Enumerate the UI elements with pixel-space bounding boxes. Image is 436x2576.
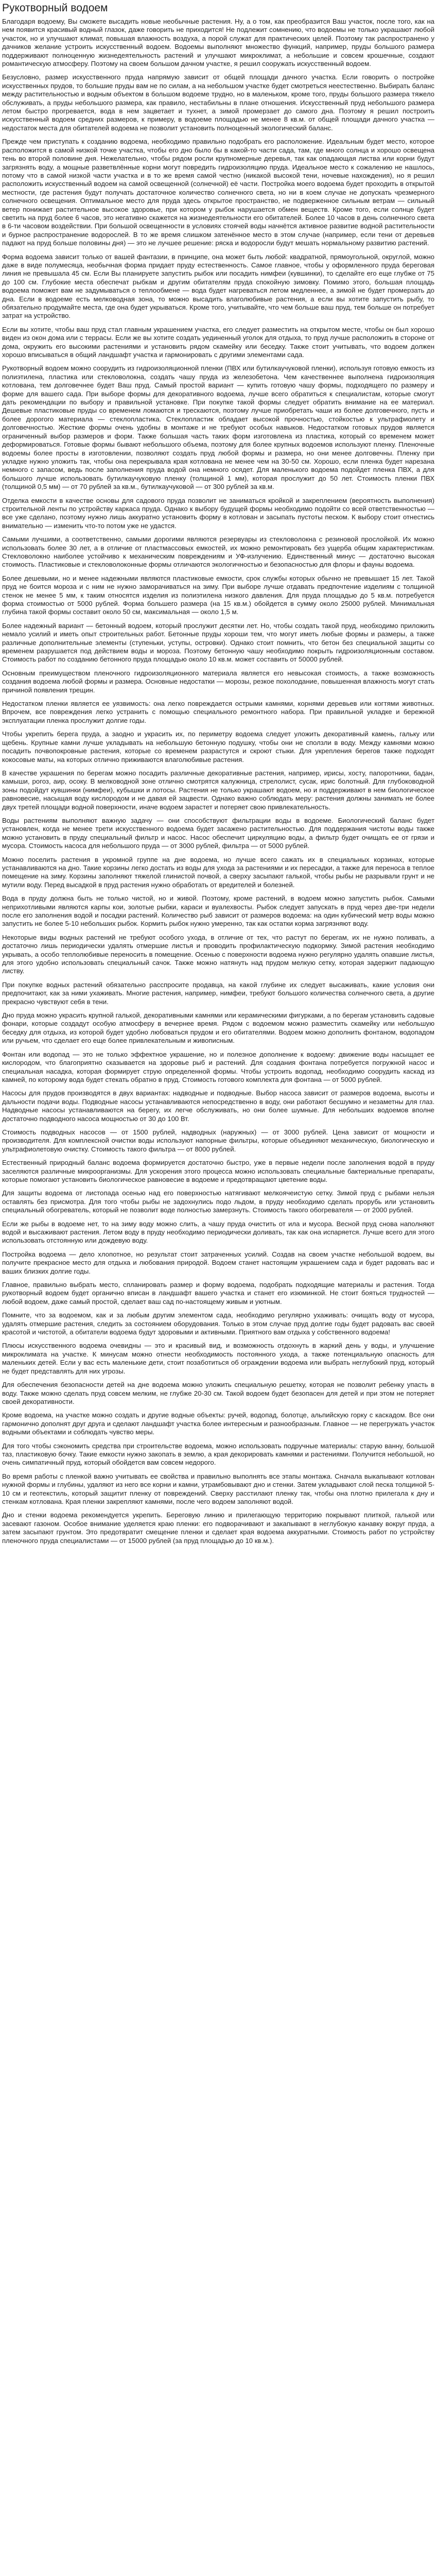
article-paragraph: Для обеспечения безопасности детей на дне водоема можно уложить специальную решетку, которая не позволит ребенку упасть в воду. Также можно сделать пруд совсем мелким, не глубже 20-30 см. Такой водоем будет безопасен для детей и при этом не потеряет своей декоративности. [2,1381,434,1405]
article-paragraph: Благодаря водоему, Вы сможете высадить новые необычные растения. Ну, а о том, как преобразится Ваш участок, после того, как на нем появится красивый водный глазок, даже говорить не приходится! Не подлежит сомнению, что водоемы не только украшают любой участок, но и улучшают климат, повышая влажность воздуха, а порой служат для практических целей. Поэтому так распространено у дачников желание устроить искусственный водоем. Водоемы выполняют множество функций, например, пруды большого размера поддерживают полноценную жизнедеятельность растений и улучшают микроклимат, а небольшие и совсем крошечные, создают романтическую атмосферу. Поэтому на своем большом дачном участке, я решил сооружать искусственный водоем. [2,18,434,68]
article-paragraph: Самыми лучшими, а соответственно, самыми дорогими являются резервуары из стекловолокна с резиновой прослойкой. Их можно использовать более 30 лет, а в отличие от пластмассовых емкостей, их можно ремонтировать без ущерба общим характеристикам. Стекловолокно наиболее устойчиво к механическим повреждениям и УФ-излучению. Единственный минус — достаточно высокая стоимость. Пластиковые и стекловолоконные формы отличаются экологичностью и безопасностью для флоры и фауны водоема. [2,535,434,569]
article-paragraph: Если вы хотите, чтобы ваш пруд стал главным украшением участка, его следует разместить на открытом месте, чтобы он был хорошо виден из окон дома или с террасы. Если же вы хотите создать уединенный уголок для отдыха, то пруд лучше расположить в стороне от дома, окружить его высокими растениями и установить рядом скамейку или беседку. Также стоит учитывать, что водоем должен хорошо вписываться в общий ландшафт участка и гармонировать с другими элементами сада. [2,325,434,359]
article-paragraph: Плюсы искусственного водоема очевидны — это и красивый вид, и возможность отдохнуть в жаркий день у воды, и улучшение микроклимата на участке. К минусам можно отнести необходимость постоянного ухода, а также потенциальную опасность для маленьких детей. Если у вас есть маленькие дети, стоит позаботиться об ограждении водоема или выбрать неглубокий пруд, который не будет представлять для них угрозы. [2,1342,434,1375]
article-paragraph: Воды растениям выполняют важную задачу — они способствуют фильтрации воды в водоеме. Биологический баланс будет установлен, когда не менее трети искусственного водоема будет засажено растительностью. Для поддержания чистоты воды также можно установить в пруду специальный фильтр и насос. Насос обеспечит циркуляцию воды, а фильтр будет очищать ее от грязи и мусора. Стоимость насоса для небольшого пруда — от 3000 рублей, фильтра — от 5000 рублей. [2,816,434,850]
article-paragraph: Рукотворный водоем можно соорудить из гидроизоляционной пленки (ПВХ или бутилкаучуковой пленки), используя готовую емкость из полиэтилена, пластика или стекловолокна, создать чашу пруда из железобетона. Чем качественнее выполнена гидроизоляция котлована, тем долговечнее будет Ваш пруд. Самый простой вариант — купить готовую чашу формы, подходящего по размеру и форме для вашего сада. При выборе формы для декоративного водоема, лучше всего обратиться к специалистам, которые смогут дать рекомендации по выбору и правильной установке. При покупке такой формы следует обратить внимание на ее материал. Дешевые пластиковые пруды со временем ломаются и трескаются, поэтому лучше приобретать чаши из более долговечного, пусть и более дорогого материала — стеклопластика. Стеклопластик обладает высокой прочностью, стойкостью к ультрафиолету и долговечностью. Жесткие формы очень удобны в монтаже и не требуют особых навыков. Недостатком готовых прудов является ограниченный выбор размеров и форм. Также большая часть таких форм изготовлена из пластика, который со временем может деформироваться. Готовые формы бывают небольшого объема, поэтому для более крупных водоемов используют пленку. Пленочные водоемы более просты в изготовлении, позволяют создать пруд любой формы и размера, но они менее долговечны. Пленку при укладке нужно уложить так, чтобы она перекрывала края котлована не менее чем на 30-50 см. Хорошо, если пленка будет нарезана немного с запасом, ведь после заполнения пруда водой она немного осядет. Для маленького водоема подойдет пленка ПВХ, а для большого лучше использовать бутилкаучуковую пленку (толщиной 1 мм), которая прослужит до 50 лет. Стоимость пленки ПВХ (толщиной 0,5 мм) — от 70 рублей за кв.м., бутилкаучуковой — от 300 рублей за кв.м. [2,364,434,491]
article-paragraph: Стоимость подводных насосов — от 1500 рублей, надводных (наружных) — от 3000 рублей. Цена зависит от мощности и производителя. Для комплексной очистки воды используют напорные фильтры, которые объединяют механическую, биологическую и ультрафиолетовую очистку. Стоимость такого фильтра — от 8000 рублей. [2,1128,434,1153]
article-paragraph: Фонтан или водопад — это не только эффектное украшение, но и полезное дополнение к водоему: движение воды насыщает ее кислородом, что благоприятно сказывается на здоровье рыб и растений. Для создания фонтана потребуется погружной насос и специальная насадка, которая формирует струю определенной формы. Чтобы устроить водопад, необходимо соорудить каскад из камней, по которому вода будет стекать обратно в пруд. Стоимость готового комплекта для фонтана — от 5000 рублей. [2,1050,434,1083]
article-paragraph: Если же рыбы в водоеме нет, то на зиму воду можно слить, а чашу пруда очистить от ила и мусора. Весной пруд снова наполняют водой и высаживают растения. Летом воду в пруду необходимо периодически доливать, так как она испаряется. Лучше всего для этого использовать отстоянную или дождевую воду. [2,1219,434,1245]
article-paragraph: Постройка водоема — дело хлопотное, но результат стоит затраченных усилий. Создав на своем участке небольшой водоем, вы получите прекрасное место для отдыха и любования природой. Водоем станет настоящим украшением сада и будет радовать вас и ваших близких долгие годы. [2,1250,434,1275]
article-paragraph: В качестве украшения по берегам можно посадить различные декоративные растения, например, ирисы, хосту, папоротники, бадан, камыши, рогоз, аир, осоку. В мелководной зоне отлично смотрятся калужница, стрелолист, сусак, ирис болотный. Для глубоководной зоны подойдут кувшинки (нимфеи), кубышки и лотосы. Растения не только украшают водоем, но и поддерживают в нем биологическое равновесие, насыщая воду кислородом и не давая ей зацвести. Однако важно соблюдать меру: растения должны занимать не более двух третей площади водной поверхности, иначе водоем зарастет и потеряет свою привлекательность. [2,769,434,811]
article-paragraph: Прежде чем приступать к созданию водоема, необходимо правильно подобрать его расположение. Идеальным будет место, которое расположится в самой низкой точке участка, чтобы его дно было бы в какой-то части сада, там, где много солнца и хорошо освещена тень во второй половине дня. Нежелательно, чтобы рядом росли крупномерные деревья, так как опадающая листва или корни будут загрязнять воду, а мощные разветвлённые корни могут повредить гидроизоляцию пруда. Идеальное место к сожалению не нашлось, потому что в самой низкой части участка и в то же время самой честно (никакой высокой тени, ночевые нахождения), но я решил расположить искусственный водоем на самой освещенной (солнечной) её части. Постройка моего водоема будет проходить в открытой местности, где растения будут получать достаточное количество солнечного света, но ни в коем случае не допускать чрезмерного солнечного освещения. Оптимальное место для пруда здесь открытое пространство, не подверженное сильным ветрам — сильный ветер понижает растительное высокое здоровье, при котором у рыбок нарушается обмен веществ. Кроме того, если солнце будет светить на пруд более 6 часов, это негативно скажется на жизнедеятельности его обитателей. Более 10 часов в день солнечного света в 6-ти часовом воздействии. При большой освещенности в условиях стоячей воды начнётся активное развитие водной растительности и бурное распространение водорослей. В то же время слишком затенённое место в этом случае (например, если тени от деревьев падают на пруд больше половины дня) — это не лучшее решение: ряска и водоросли будут мешать нормальному развитию растений. [2,138,434,247]
article-paragraph: Для защиты водоема от листопада осенью над его поверхностью натягивают мелкоячеистую сетку. Зимой пруд с рыбами нельзя оставлять без присмотра. Для того чтобы рыбы не задохнулись подо льдом, в пруду необходимо сделать прорубь или установить специальный обогреватель, который не позволит воде полностью замерзнуть. Стоимость такого обогревателя — от 2000 рублей. [2,1189,434,1214]
article-paragraph: Чтобы укрепить берега пруда, а заодно и украсить их, по периметру водоема следует уложить декоративный камень, гальку или щебень. Крупные камни лучше укладывать на небольшую бетонную подушку, чтобы они не сползли в воду. Между камнями можно посадить почвопокровные растения, которые со временем разрастутся и скроют стыки. Для укрепления берегов также подходят кокосовые маты, на которых отлично приживаются влаголюбивые растения. [2,730,434,764]
article-body [2,18,434,1545]
article-paragraph: Помните, что за водоемом, как и за любым другим элементом сада, необходимо регулярно ухаживать: очищать воду от мусора, удалять отмершие растения, следить за состоянием оборудования. Только в этом случае пруд долгие годы будет радовать вас своей красотой и чистотой, а обитатели водоема будут здоровыми и активными. Приятного вам отдыха у собственного водоема! [2,1311,434,1336]
article-paragraph: Безусловно, размер искусственного пруда напрямую зависит от общей площади дачного участка. Если говорить о постройке искусственных прудов, то большие пруды вам не по силам, а на небольшом участке будет смотреться неестественно. Выбирать баланс между растительностью и водным объектом в большом водоеме трудно, но в маленьком, кроме того, пруды большого размера тяжело обслуживать, а пруды небольшого размера, как правило, нестабильны в плане отношения. Искусственный пруд небольшого размера летом быстро прогревается, вода в нем зацветает и тухнет, а зимой промерзает до самого дна. Поэтому я решил построить искусственный водоем средних размеров, к примеру, в водоеме площадью не менее 8 кв.м. от общей площади дачного участка — недостаток места для обитателей водоема не позволит установить полноценный экологический баланс. [2,73,434,132]
article-paragraph: Во время работы с пленкой важно учитывать ее свойства и правильно выполнять все этапы монтажа. Сначала выкапывают котлован нужной формы и глубины, удаляют из него все корни и камни, утрамбовывают дно и стенки. Затем укладывают слой песка толщиной 5-10 см и геотекстиль, который защитит пленку от повреждений. Сверху расстилают пленку так, чтобы она плотно прилегала к дну и стенкам котлована. Края пленки закрепляют камнями, после чего водоем заполняют водой. [2,1472,434,1505]
article-paragraph: Главное, правильно выбрать место, спланировать размер и форму водоема, подобрать подходящие материалы и растения. Тогда рукотворный водоем будет органично вписан в ландшафт вашего участка и станет его изюминкой. Не стоит бояться трудностей — любой водоем, даже самый простой, сделает ваш сад по-настоящему живым и уютным. [2,1281,434,1306]
article-paragraph: Более надежный вариант — бетонный водоем, который прослужит десятки лет. Но, чтобы создать такой пруд, необходимо приложить немало усилий и иметь опыт строительных работ. Бетонные пруды хороши тем, что могут иметь любые формы и размеры, а также различные дополнительные элементы (ступеньки, уступы, островки). Однако стоит помнить, что бетон без специальной защиты со временем разрушается под действием воды и мороза. Поэтому бетонную чашу необходимо покрыть гидроизоляционным составом. Стоимость работ по созданию бетонного пруда площадью около 10 кв.м. может составить от 50000 рублей. [2,621,434,664]
article-paragraph: Дно пруда можно украсить крупной галькой, декоративными камнями или керамическими фигурками, а по берегам установить садовые фонари, которые создадут особую атмосферу в вечернее время. Рядом с водоемом можно разместить скамейку или небольшую беседку для отдыха, из которой будет удобно любоваться прудом и его обитателями. Водоем можно дополнить фонтаном, водопадом или ручьем, что сделает его еще более привлекательным и живописным. [2,1011,434,1045]
article-title: Рукотворный водоем [2,2,108,14]
article-paragraph: Кроме водоема, на участке можно создать и другие водные объекты: ручей, водопад, болотце, альпийскую горку с каскадом. Все они гармонично дополнят друг друга и сделают ландшафт участка более интересным и разнообразным. Главное — не перегружать участок водными объектами и соблюдать чувство меры. [2,1411,434,1436]
article-paragraph: Дно и стенки водоема рекомендуется укрепить. Береговую линию и прилегающую территорию покрывают плиткой, галькой или засевают газоном. Особое внимание уделяется краю пленки: его подворачивают и закапывают в неглубокую канавку вокруг пруда, а затем засыпают грунтом. Это предотвратит смещение пленки и сделает края водоема аккуратными. Стоимость работ по устройству пленочного пруда специалистами — от 15000 рублей (за пруд площадью до 10 кв.м.). [2,1511,434,1545]
article-paragraph: Недостатком пленки является ее уязвимость: она легко повреждается острыми камнями, корнями деревьев или когтями животных. Впрочем, все повреждения легко устранить с помощью специального ремонтного набора. При правильной укладке и бережной эксплуатации пленка прослужит долгие годы. [2,700,434,724]
article-paragraph: Основным преимуществом пленочного гидроизоляционного материала является его невысокая стоимость, а также возможность создания водоема любой формы и размера. Основные недостатки — морозы, резкое похолодание, повышенная влажность могут стать причиной появления трещин. [2,669,434,694]
article-paragraph: При покупке водных растений обязательно расспросите продавца, на какой глубине их следует высаживать, какие условия они предпочитают, как за ними ухаживать. Многие растения, например, нимфеи, требуют большого количества солнечного света, а другие прекрасно чувствуют себя в тени. [2,980,434,1006]
article-paragraph: Вода в пруду должна быть не только чистой, но и живой. Поэтому, кроме растений, в водоем можно запустить рыбок. Самыми неприхотливыми являются карпы кои, золотые рыбки, караси и вуалехвосты. Рыбок следует запускать в пруд через две-три недели после его заполнения водой и посадки растений. Количество рыб зависит от размеров водоема: на один кубический метр воды можно запустить не более 5-10 небольших рыбок. Кормить рыбок нужно умеренно, так как остатки корма загрязняют воду. [2,894,434,928]
article-paragraph: Можно поселить растения в укромной группе на дне водоема, но лучше всего сажать их в специальных корзинах, которые устанавливаются на дно. Такие корзины легко достать из воды для ухода за растениями и их пересадки, а также для переноса в теплое помещение на зиму. Корзины заполняют тяжелой глинистой почвой, а сверху засыпают галькой, чтобы рыбы не разрывали грунт и не мутили воду. Перед высадкой в пруд растения нужно обработать от вредителей и болезней. [2,855,434,889]
article-paragraph: Некоторые виды водных растений не требуют особого ухода, в отличие от тех, что растут по берегам, их не нужно поливать, а достаточно лишь периодически удалять отмершие листья и проводить профилактическую подкормку. Зимой растения необходимо укрывать, а особо теплолюбивые переносить в помещение. Осенью с поверхности водоема нужно регулярно удалять опавшие листья, для этого удобно использовать специальный сачок. Также можно натянуть над прудом мелкую сетку, которая задержит падающую листву. [2,933,434,975]
article-paragraph: Более дешевыми, но и менее надежными являются пластиковые емкости, срок службы которых обычно не превышает 15 лет. Такой пруд не боится мороза и с ним не нужно заморачиваться на зиму. При выборе лучше отдавать предпочтение изделиям с толщиной стенок не менее 5 мм, к таким относятся изделия из полиэтилена низкого давления. Для пруда площадью до 5 кв.м. потребуется форма стоимостью от 5000 рублей. Форма большего размера (на 15 кв.м.) обойдется в сумму около 25000 рублей. Минимальная глубина такой формы составит около 50 см, максимальная — около 1,5 м. [2,574,434,616]
article-paragraph: Насосы для прудов производятся в двух вариантах: надводные и подводные. Выбор насоса зависит от размеров водоема, высоты и дальности подачи воды. Подводные насосы устанавливаются непосредственно в воду, они работают бесшумно и незаметны для глаз. Надводные насосы устанавливаются на берегу, их легче обслуживать, но они более шумные. Для небольших водоемов вполне достаточно подводного насоса мощностью от 30 до 100 Вт. [2,1089,434,1123]
article-paragraph: Естественный природный баланс водоема формируется достаточно быстро, уже в первые недели после заполнения водой в пруду заселяются различные микроорганизмы. Для ускорения этого процесса можно использовать специальные бактериальные препараты, которые помогают установить биологическое равновесие в водоеме и предотвращают цветение воды. [2,1159,434,1183]
article-paragraph: Форма водоема зависит только от вашей фантазии, в принципе, она может быть любой: квадратной, прямоугольной, округлой, можно даже в виде полумесяца, необычная форма придает пруду естественность. Самое главное, чтобы у оформленного пруда береговая линия не превышала 45 см. Если Вы планируете запустить рыбок или посадить нимфеи (кувшинки), то сделайте его еще глубже от 75 до 100 см. Глубокие места обеспечат рыбкам и другим обитателям пруда спокойную зимовку. Помимо этого, большая площадь водоема поможет вам не задумываться о теплообмене — вода будет нагреваться летом медленнее, а зимой не будет промерзать до дна. Если в водоеме есть мелководная зона, то можно высадить влаголюбивые растения, а если вы хотите запустить рыбу, то обязательно продумайте места, где она будет укрываться. Кроме того, учитывайте, что чем больше ваш пруд, тем больше он потребует затрат на устройство. [2,252,434,320]
article-paragraph: Для того чтобы сэкономить средства при строительстве водоема, можно использовать подручные материалы: старую ванну, большой таз, пластиковую бочку. Такие емкости нужно закопать в землю, а края декорировать камнями и растениями. Получится небольшой, но очень симпатичный пруд, который обойдется вам совсем недорого. [2,1442,434,1467]
article-paragraph: Отделка емкости в качестве основы для садового пруда позволит не заниматься кройкой и закреплением (вероятность выполнения) строительной ленты по устройству каркаса пруда. Однако к выбору будущей формы необходимо подойти со всей ответственностью — все уже сделано, поэтому нужно лишь аккуратно установить форму в котлован и засыпать пустоты песком. К выбору стоит отнестись внимательно — изменить что-то потом уже не удастся. [2,496,434,530]
